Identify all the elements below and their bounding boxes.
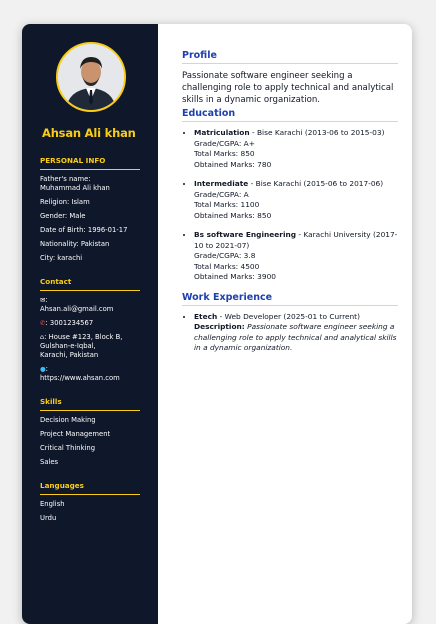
education-list xyxy=(182,128,398,283)
email-value[interactable]: Ahsan.ali@gmail.com xyxy=(40,305,114,313)
website-label-row xyxy=(40,365,158,374)
phone-icon: ✆ xyxy=(40,319,46,327)
father-name-label: Father's name: xyxy=(40,175,91,183)
address-line-1: : House #123, Block B, xyxy=(44,333,123,341)
date-of-birth: Date of Birth: 1996-01-17 xyxy=(40,226,128,234)
degree-obtained-marks: Obtained Marks: 850 xyxy=(194,210,272,220)
address-line-2: Gulshan-e-Iqbal, xyxy=(40,342,96,350)
degree-grade: Grade/CGPA: A xyxy=(194,189,249,199)
religion: Religion: Islam xyxy=(40,198,90,206)
website-value[interactable]: https://www.ahsan.com xyxy=(40,374,120,382)
degree-obtained-marks: Obtained Marks: 3900 xyxy=(194,272,276,281)
profile-heading: Profile xyxy=(182,50,398,64)
degree-obtained-marks: Obtained Marks: 780 xyxy=(194,159,272,169)
email-icon: ✉ xyxy=(40,296,46,304)
degree-total-marks: Total Marks: 4500 xyxy=(194,261,260,271)
skills-heading: Skills xyxy=(40,397,140,411)
description-label: Description: xyxy=(194,322,245,331)
education-item xyxy=(194,230,398,283)
main-content xyxy=(182,24,412,624)
nationality: Nationality: Pakistan xyxy=(40,240,110,248)
personal-info-heading: PERSONAL INFO xyxy=(40,156,140,170)
resume-card xyxy=(22,24,412,624)
company-name: Etech xyxy=(194,311,218,321)
gender: Gender: Male xyxy=(40,212,86,220)
email-label: : xyxy=(45,296,48,304)
work-list xyxy=(182,312,398,354)
degree-total-marks: Total Marks: 850 xyxy=(194,149,255,158)
skill-item: Decision Making xyxy=(40,416,96,424)
degree-name: Matriculation xyxy=(194,128,250,137)
language-item: Urdu xyxy=(40,514,57,522)
sidebar xyxy=(22,24,158,624)
education-item xyxy=(194,128,398,170)
email-label-row xyxy=(40,296,158,305)
degree-name: Intermediate xyxy=(194,179,249,188)
skill-item: Sales xyxy=(40,458,59,466)
degree-grade: Grade/CGPA: 3.8 xyxy=(194,251,256,260)
home-icon: ⌂ xyxy=(40,333,45,341)
languages-heading: Languages xyxy=(40,481,140,495)
globe-icon: ● xyxy=(40,365,46,373)
person-photo-icon xyxy=(58,44,124,110)
avatar xyxy=(56,42,126,112)
phone-value[interactable]: : 3001234567 xyxy=(45,319,94,327)
candidate-name: Ahsan Ali khan xyxy=(42,126,136,140)
education-item xyxy=(194,179,398,221)
phone-row xyxy=(40,319,158,328)
degree-grade: Grade/CGPA: A+ xyxy=(194,138,255,148)
address-row xyxy=(40,333,158,342)
contact-heading: Contact xyxy=(40,277,140,291)
job-description: Passionate software engineer seeking a challenging role to apply technical and analytical skills in a dynamic organization. xyxy=(194,322,397,352)
work-experience-heading: Work Experience xyxy=(182,292,398,306)
city: City: karachi xyxy=(40,254,83,262)
job-detail: - Web Developer (2025-01 to Current) xyxy=(217,311,360,321)
father-name-value: Muhammad Ali khan xyxy=(40,184,110,192)
work-item xyxy=(194,312,398,354)
degree-total-marks: Total Marks: 1100 xyxy=(194,200,260,209)
skill-item: Critical Thinking xyxy=(40,444,96,452)
degree-detail: - Karachi University (2017-10 to 2021-07) xyxy=(194,230,398,250)
profile-text: Passionate software engineer seeking a challenging role to apply technical and analytical skills in a dynamic organization. xyxy=(182,71,394,105)
degree-name: Bs software Engineering xyxy=(194,230,297,239)
language-item: English xyxy=(40,500,65,508)
address-line-3: Karachi, Pakistan xyxy=(40,351,99,359)
skill-item: Project Management xyxy=(40,430,111,438)
degree-detail: - Bise Karachi (2013-06 to 2015-03) xyxy=(249,128,385,137)
education-heading: Education xyxy=(182,108,398,122)
degree-detail: - Bise Karachi (2015-06 to 2017-06) xyxy=(248,179,384,188)
website-label: : xyxy=(45,365,48,373)
